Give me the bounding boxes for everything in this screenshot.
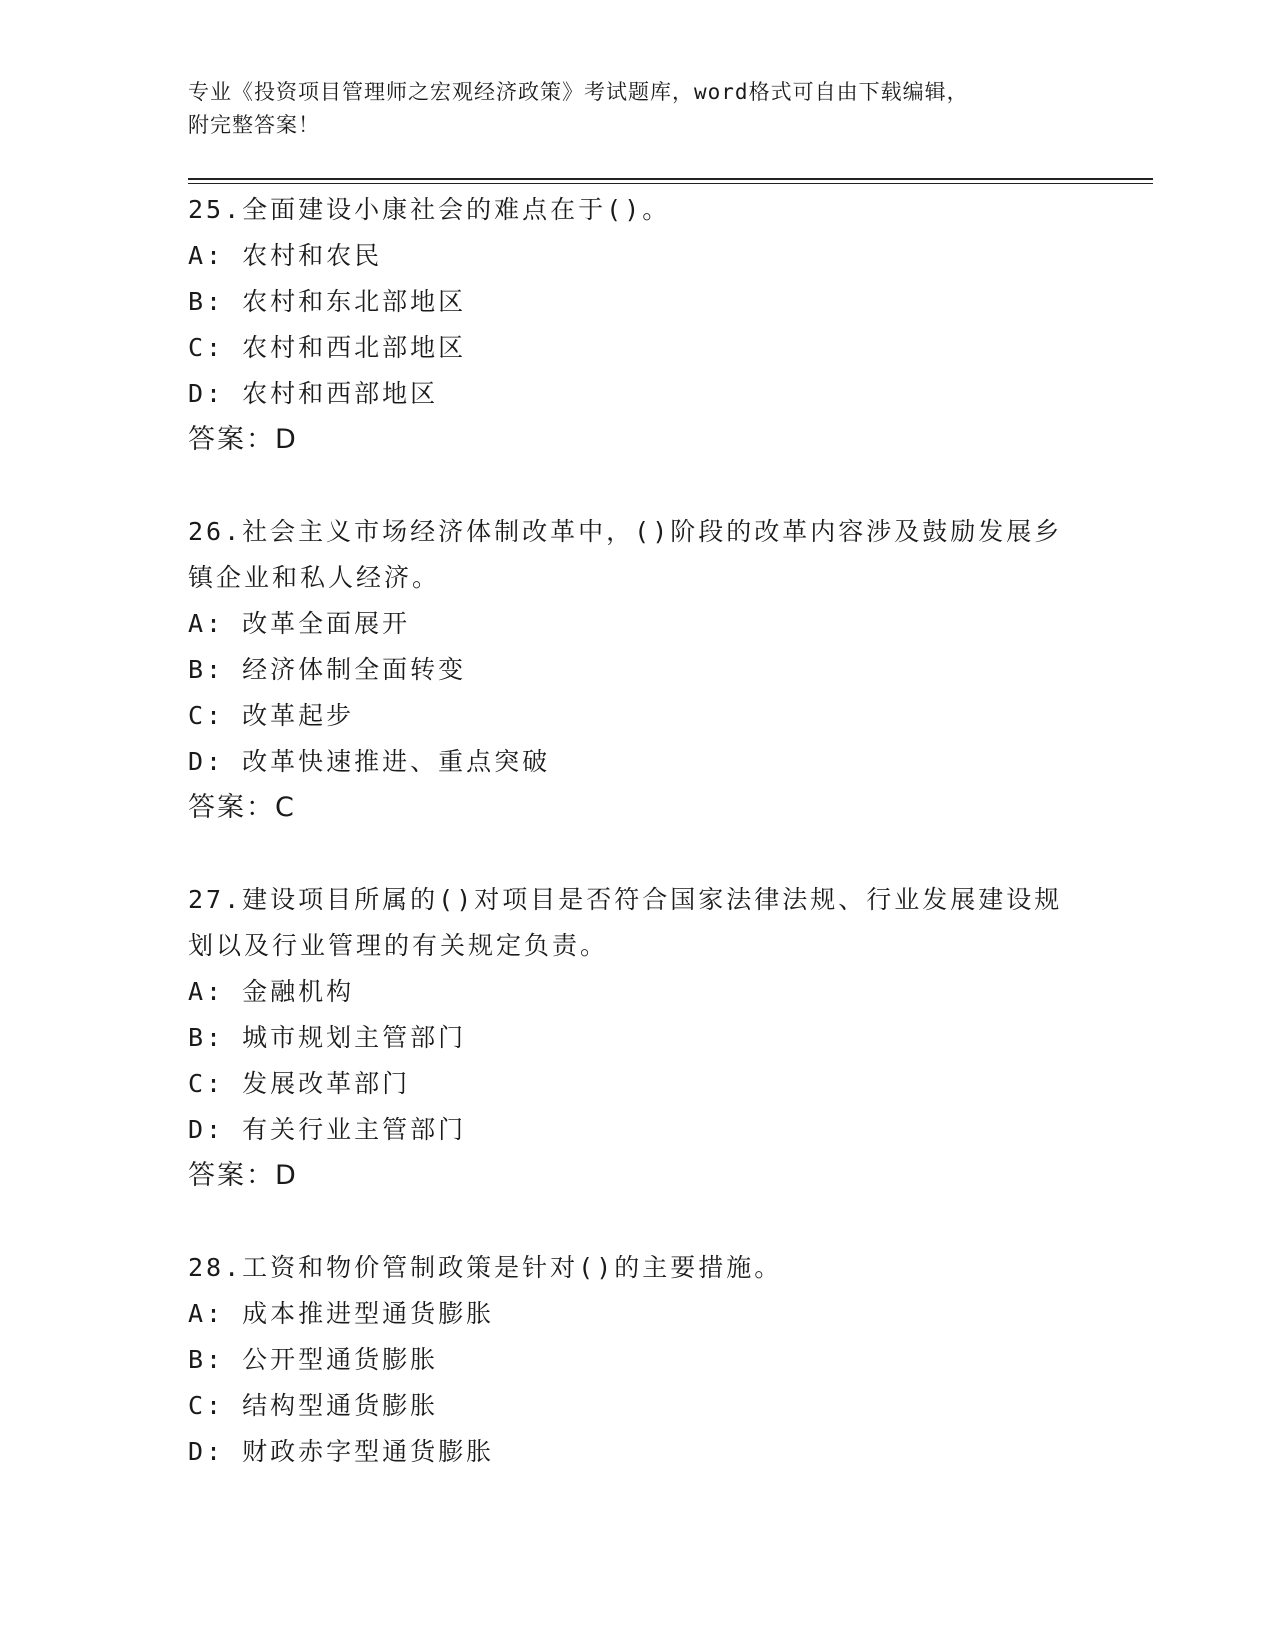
header-line-1: 专业《投资项目管理师之宏观经济政策》考试题库，word格式可自由下载编辑， bbox=[188, 80, 969, 104]
question-spacer bbox=[188, 831, 1088, 877]
option-d: D: 农村和西部地区 bbox=[188, 379, 439, 408]
option-d: D: 财政赤字型通货膨胀 bbox=[188, 1437, 495, 1466]
option-b: B: 城市规划主管部门 bbox=[188, 1023, 467, 1052]
option-a: A: 金融机构 bbox=[188, 977, 355, 1006]
question-stem-continued: 镇企业和私人经济。 bbox=[188, 563, 441, 592]
answer-line: 答案：D bbox=[188, 1160, 298, 1191]
option-c: C: 结构型通货膨胀 bbox=[188, 1391, 439, 1420]
header-divider-thin bbox=[188, 183, 1153, 184]
question-26 bbox=[188, 509, 1088, 831]
option-a: A: 农村和农民 bbox=[188, 241, 383, 270]
question-stem: 25.全面建设小康社会的难点在于()。 bbox=[188, 195, 671, 224]
option-a: A: 改革全面展开 bbox=[188, 609, 411, 638]
option-c: C: 农村和西北部地区 bbox=[188, 333, 467, 362]
option-a: A: 成本推进型通货膨胀 bbox=[188, 1299, 495, 1328]
option-c: C: 发展改革部门 bbox=[188, 1069, 411, 1098]
question-stem-continued: 划以及行业管理的有关规定负责。 bbox=[188, 931, 609, 960]
header-line-2: 附完整答案！ bbox=[188, 113, 320, 137]
question-list bbox=[188, 187, 1088, 1475]
question-spacer bbox=[188, 463, 1088, 509]
option-b: B: 农村和东北部地区 bbox=[188, 287, 467, 316]
option-b: B: 经济体制全面转变 bbox=[188, 655, 467, 684]
option-d: D: 改革快速推进、重点突破 bbox=[188, 747, 551, 776]
answer-line: 答案：D bbox=[188, 424, 298, 455]
option-b: B: 公开型通货膨胀 bbox=[188, 1345, 439, 1374]
question-stem: 26.社会主义市场经济体制改革中，()阶段的改革内容涉及鼓励发展乡 bbox=[188, 517, 1063, 546]
header-divider-thick bbox=[188, 178, 1153, 180]
question-stem: 27.建设项目所属的()对项目是否符合国家法律法规、行业发展建设规 bbox=[188, 885, 1063, 914]
question-27 bbox=[188, 877, 1088, 1199]
question-stem: 28.工资和物价管制政策是针对()的主要措施。 bbox=[188, 1253, 783, 1282]
document-header bbox=[188, 76, 1068, 142]
option-d: D: 有关行业主管部门 bbox=[188, 1115, 467, 1144]
answer-line: 答案：C bbox=[188, 792, 296, 823]
question-25 bbox=[188, 187, 1088, 463]
option-c: C: 改革起步 bbox=[188, 701, 355, 730]
question-28 bbox=[188, 1245, 1088, 1475]
question-spacer bbox=[188, 1199, 1088, 1245]
